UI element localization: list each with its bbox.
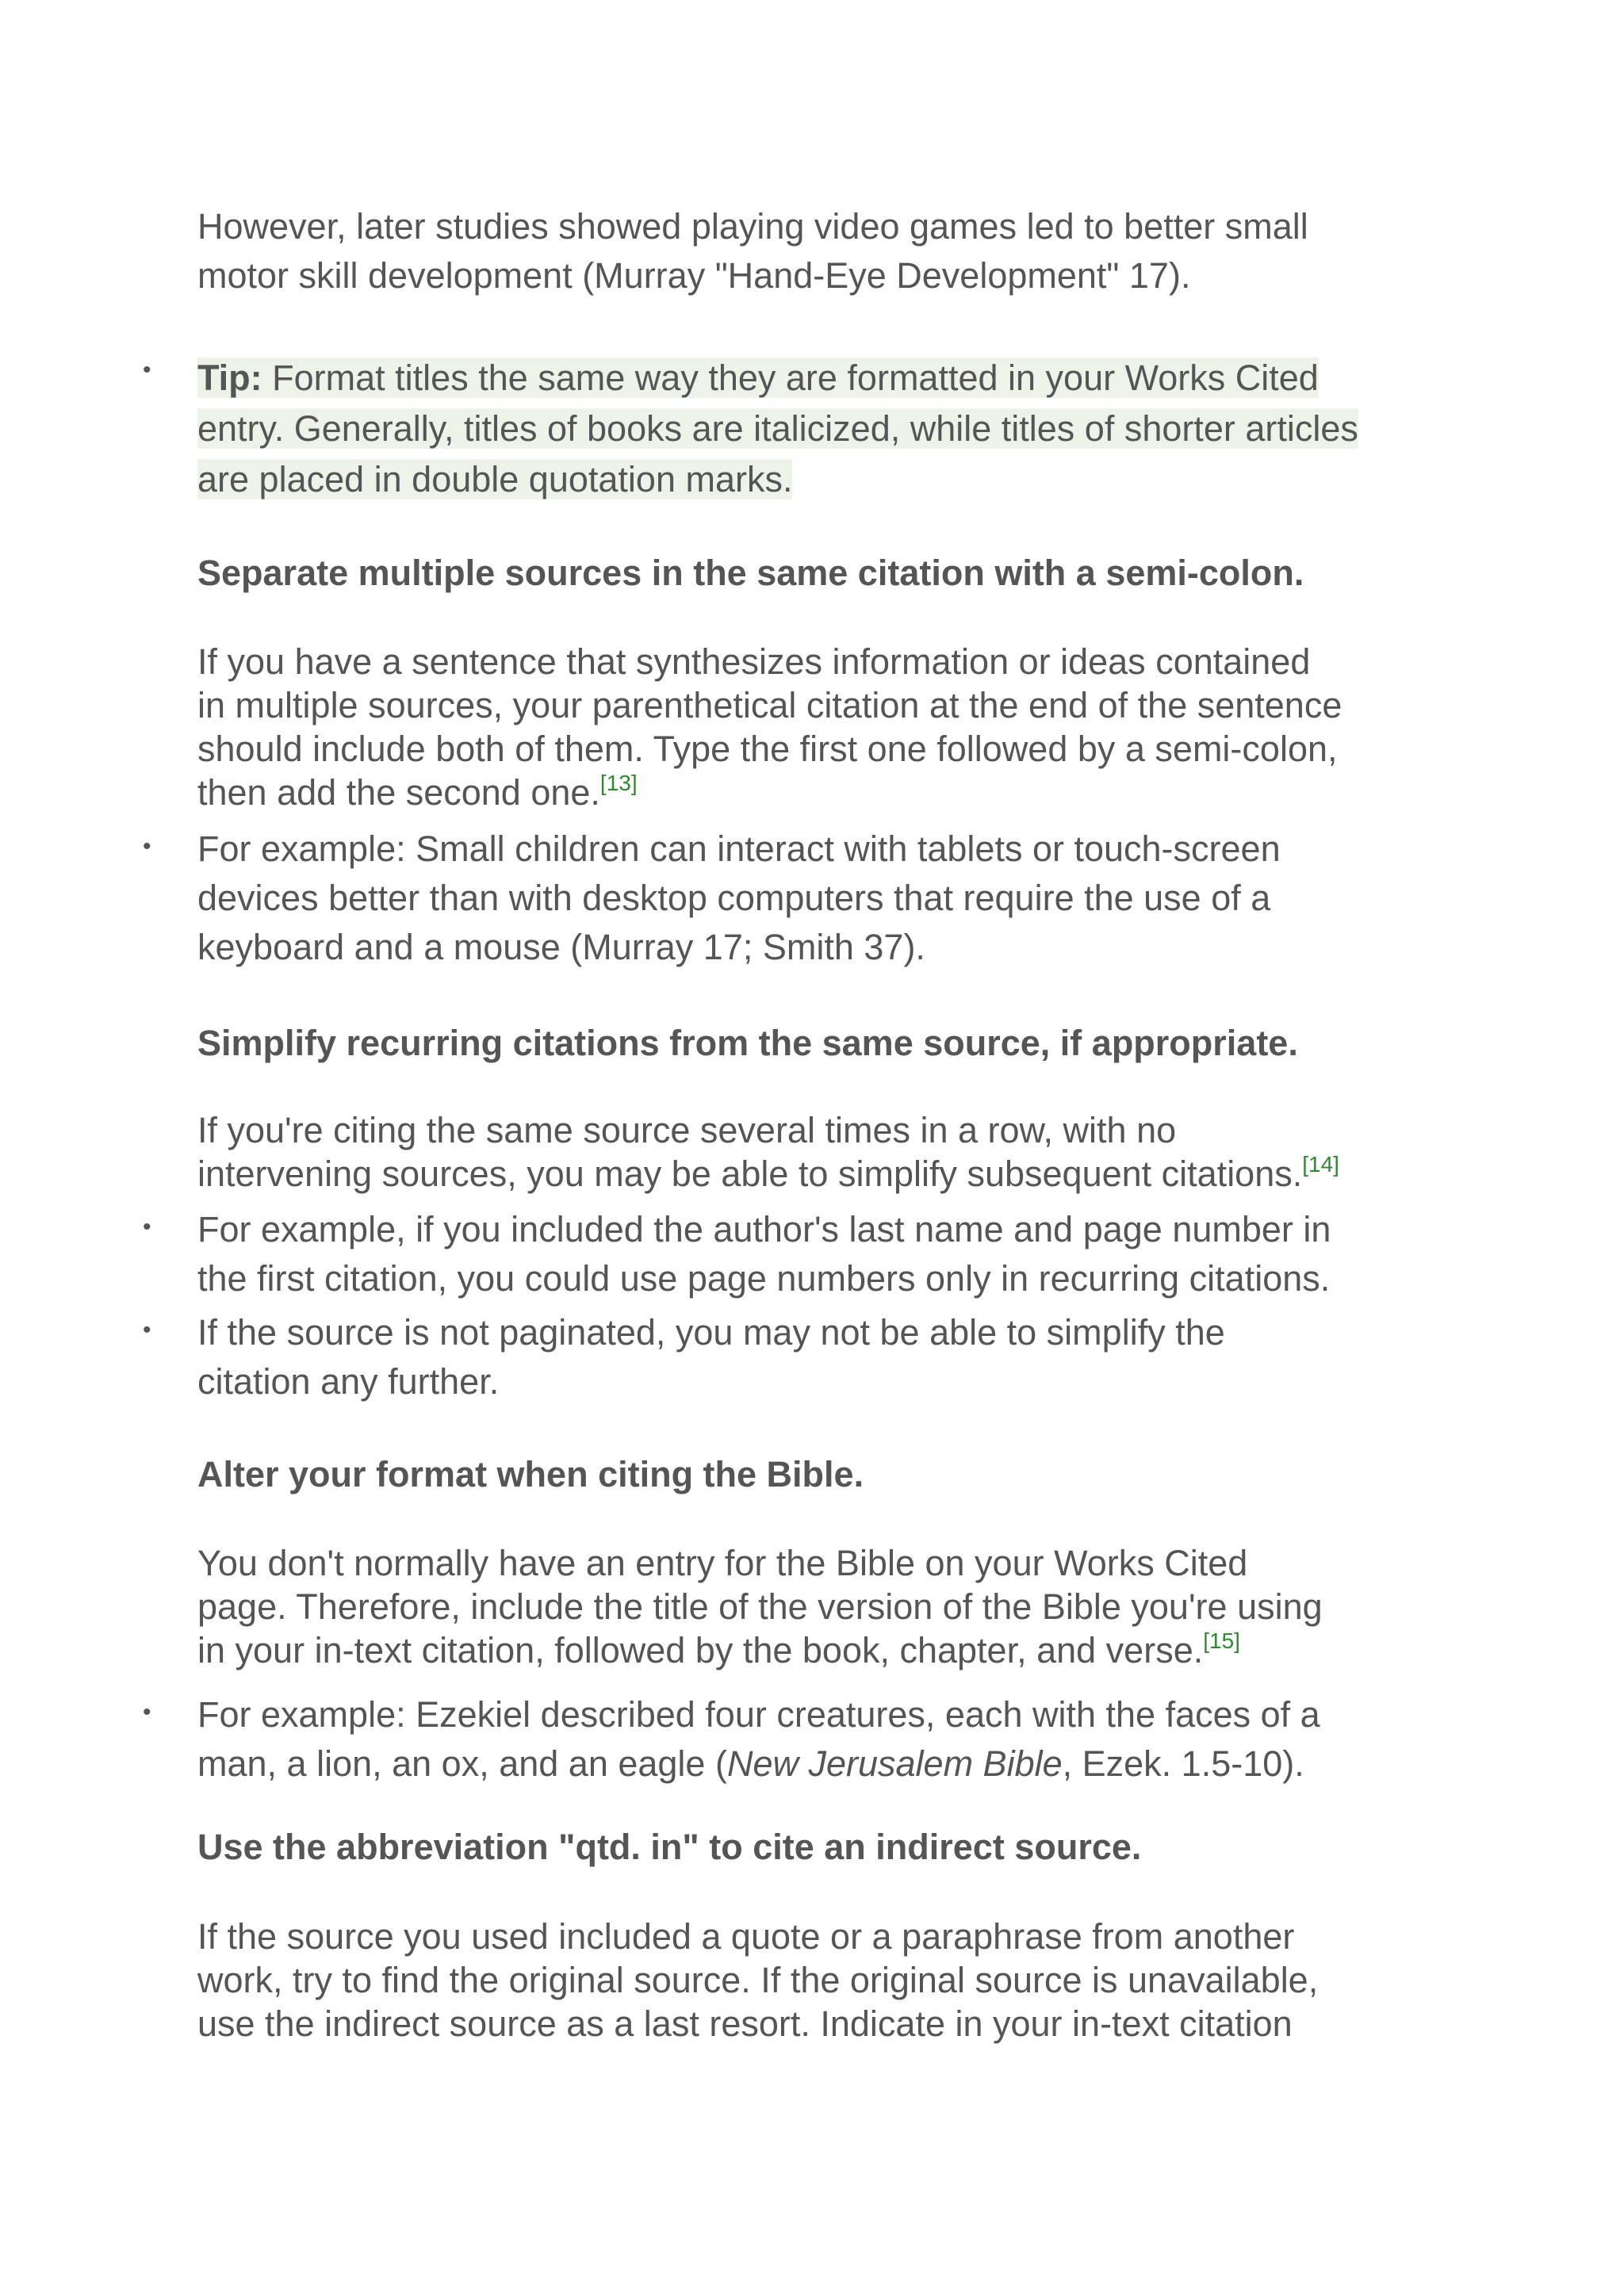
text-fragment: man, a lion, an ox, and an eagle ( bbox=[197, 1743, 727, 1784]
example-item bbox=[197, 1308, 1434, 1406]
section-paragraph bbox=[197, 1541, 1434, 1672]
bullet-marker: • bbox=[143, 357, 151, 383]
text-line: If you have a sentence that synthesizes information or ideas contained bbox=[197, 641, 1311, 682]
text-line: For example: Ezekiel described four creatures, each with the faces of a bbox=[197, 1694, 1320, 1735]
example-item bbox=[197, 825, 1434, 972]
example-item bbox=[197, 1690, 1434, 1789]
text-line: should include both of them. Type the first one followed by a semi-colon, bbox=[197, 729, 1338, 769]
text-line: in multiple sources, your parenthetical citation at the end of the sentence bbox=[197, 685, 1342, 725]
reference-link[interactable]: [14] bbox=[1302, 1152, 1339, 1177]
text-line: page. Therefore, include the title of the version of the Bible you're using bbox=[197, 1586, 1323, 1627]
text-line bbox=[197, 771, 1434, 814]
text-fragment: intervening sources, you may be able to simplify subsequent citations. bbox=[197, 1154, 1303, 1194]
text-line: use the indirect source as a last resort. Indicate in your in-text citation bbox=[197, 2003, 1293, 2044]
bullet-marker: • bbox=[143, 1699, 151, 1725]
reference-link[interactable]: [15] bbox=[1203, 1628, 1240, 1653]
text-fragment: in your in-text citation, followed by the book, chapter, and verse. bbox=[197, 1630, 1204, 1670]
text-line: If the source is not paginated, you may not be able to simplify the bbox=[197, 1312, 1225, 1353]
tip-label: Tip: bbox=[197, 358, 262, 398]
text-line: For example, if you included the author's last name and page number in bbox=[197, 1209, 1331, 1249]
section-heading: Separate multiple sources in the same citation with a semi-colon. bbox=[197, 553, 1304, 593]
section-paragraph bbox=[197, 1108, 1434, 1196]
bullet-marker: • bbox=[143, 833, 151, 859]
example-item bbox=[197, 1205, 1434, 1303]
section-heading: Simplify recurring citations from the same source, if appropriate. bbox=[197, 1023, 1298, 1063]
tip-box bbox=[197, 353, 1403, 505]
bullet-marker: • bbox=[143, 1214, 151, 1240]
text-fragment: then add the second one. bbox=[197, 772, 600, 813]
text-line: However, later studies showed playing video games led to better small bbox=[197, 206, 1308, 247]
text-line bbox=[197, 1739, 1434, 1789]
section-heading: Use the abbreviation "qtd. in" to cite an indirect source. bbox=[197, 1827, 1142, 1867]
text-line: citation any further. bbox=[197, 1361, 500, 1402]
bible-title: New Jerusalem Bible bbox=[726, 1743, 1063, 1784]
text-line: If you're citing the same source several times in a row, with no bbox=[197, 1110, 1177, 1150]
tip-text: Format titles the same way they are formatted in your Works Cited entry. Generally, titles of books are italicized, while titles of shorter articles are placed in double quotation marks. bbox=[197, 358, 1358, 499]
text-line: work, try to find the original source. If the original source is unavailable, bbox=[197, 1960, 1319, 2000]
section-paragraph bbox=[197, 1915, 1434, 2045]
text-line: You don't normally have an entry for the Bible on your Works Cited bbox=[197, 1543, 1248, 1583]
text-line: motor skill development (Murray "Hand-Eye Development" 17). bbox=[197, 255, 1191, 296]
bullet-marker: • bbox=[143, 1317, 151, 1343]
section-paragraph bbox=[197, 640, 1434, 814]
text-line: the first citation, you could use page numbers only in recurring citations. bbox=[197, 1258, 1331, 1299]
text-line: keyboard and a mouse (Murray 17; Smith 37). bbox=[197, 927, 925, 967]
reference-link[interactable]: [13] bbox=[599, 771, 638, 795]
paragraph-continuation bbox=[197, 202, 1434, 300]
text-line: If the source you used included a quote or a paraphrase from another bbox=[197, 1916, 1295, 1957]
text-line: For example: Small children can interact with tablets or touch-screen bbox=[197, 828, 1281, 869]
text-line bbox=[197, 1152, 1434, 1196]
text-fragment: , Ezek. 1.5-10). bbox=[1062, 1743, 1304, 1784]
section-heading: Alter your format when citing the Bible. bbox=[197, 1454, 864, 1494]
text-line bbox=[197, 1628, 1434, 1672]
text-line: devices better than with desktop computers that require the use of a bbox=[197, 878, 1271, 918]
